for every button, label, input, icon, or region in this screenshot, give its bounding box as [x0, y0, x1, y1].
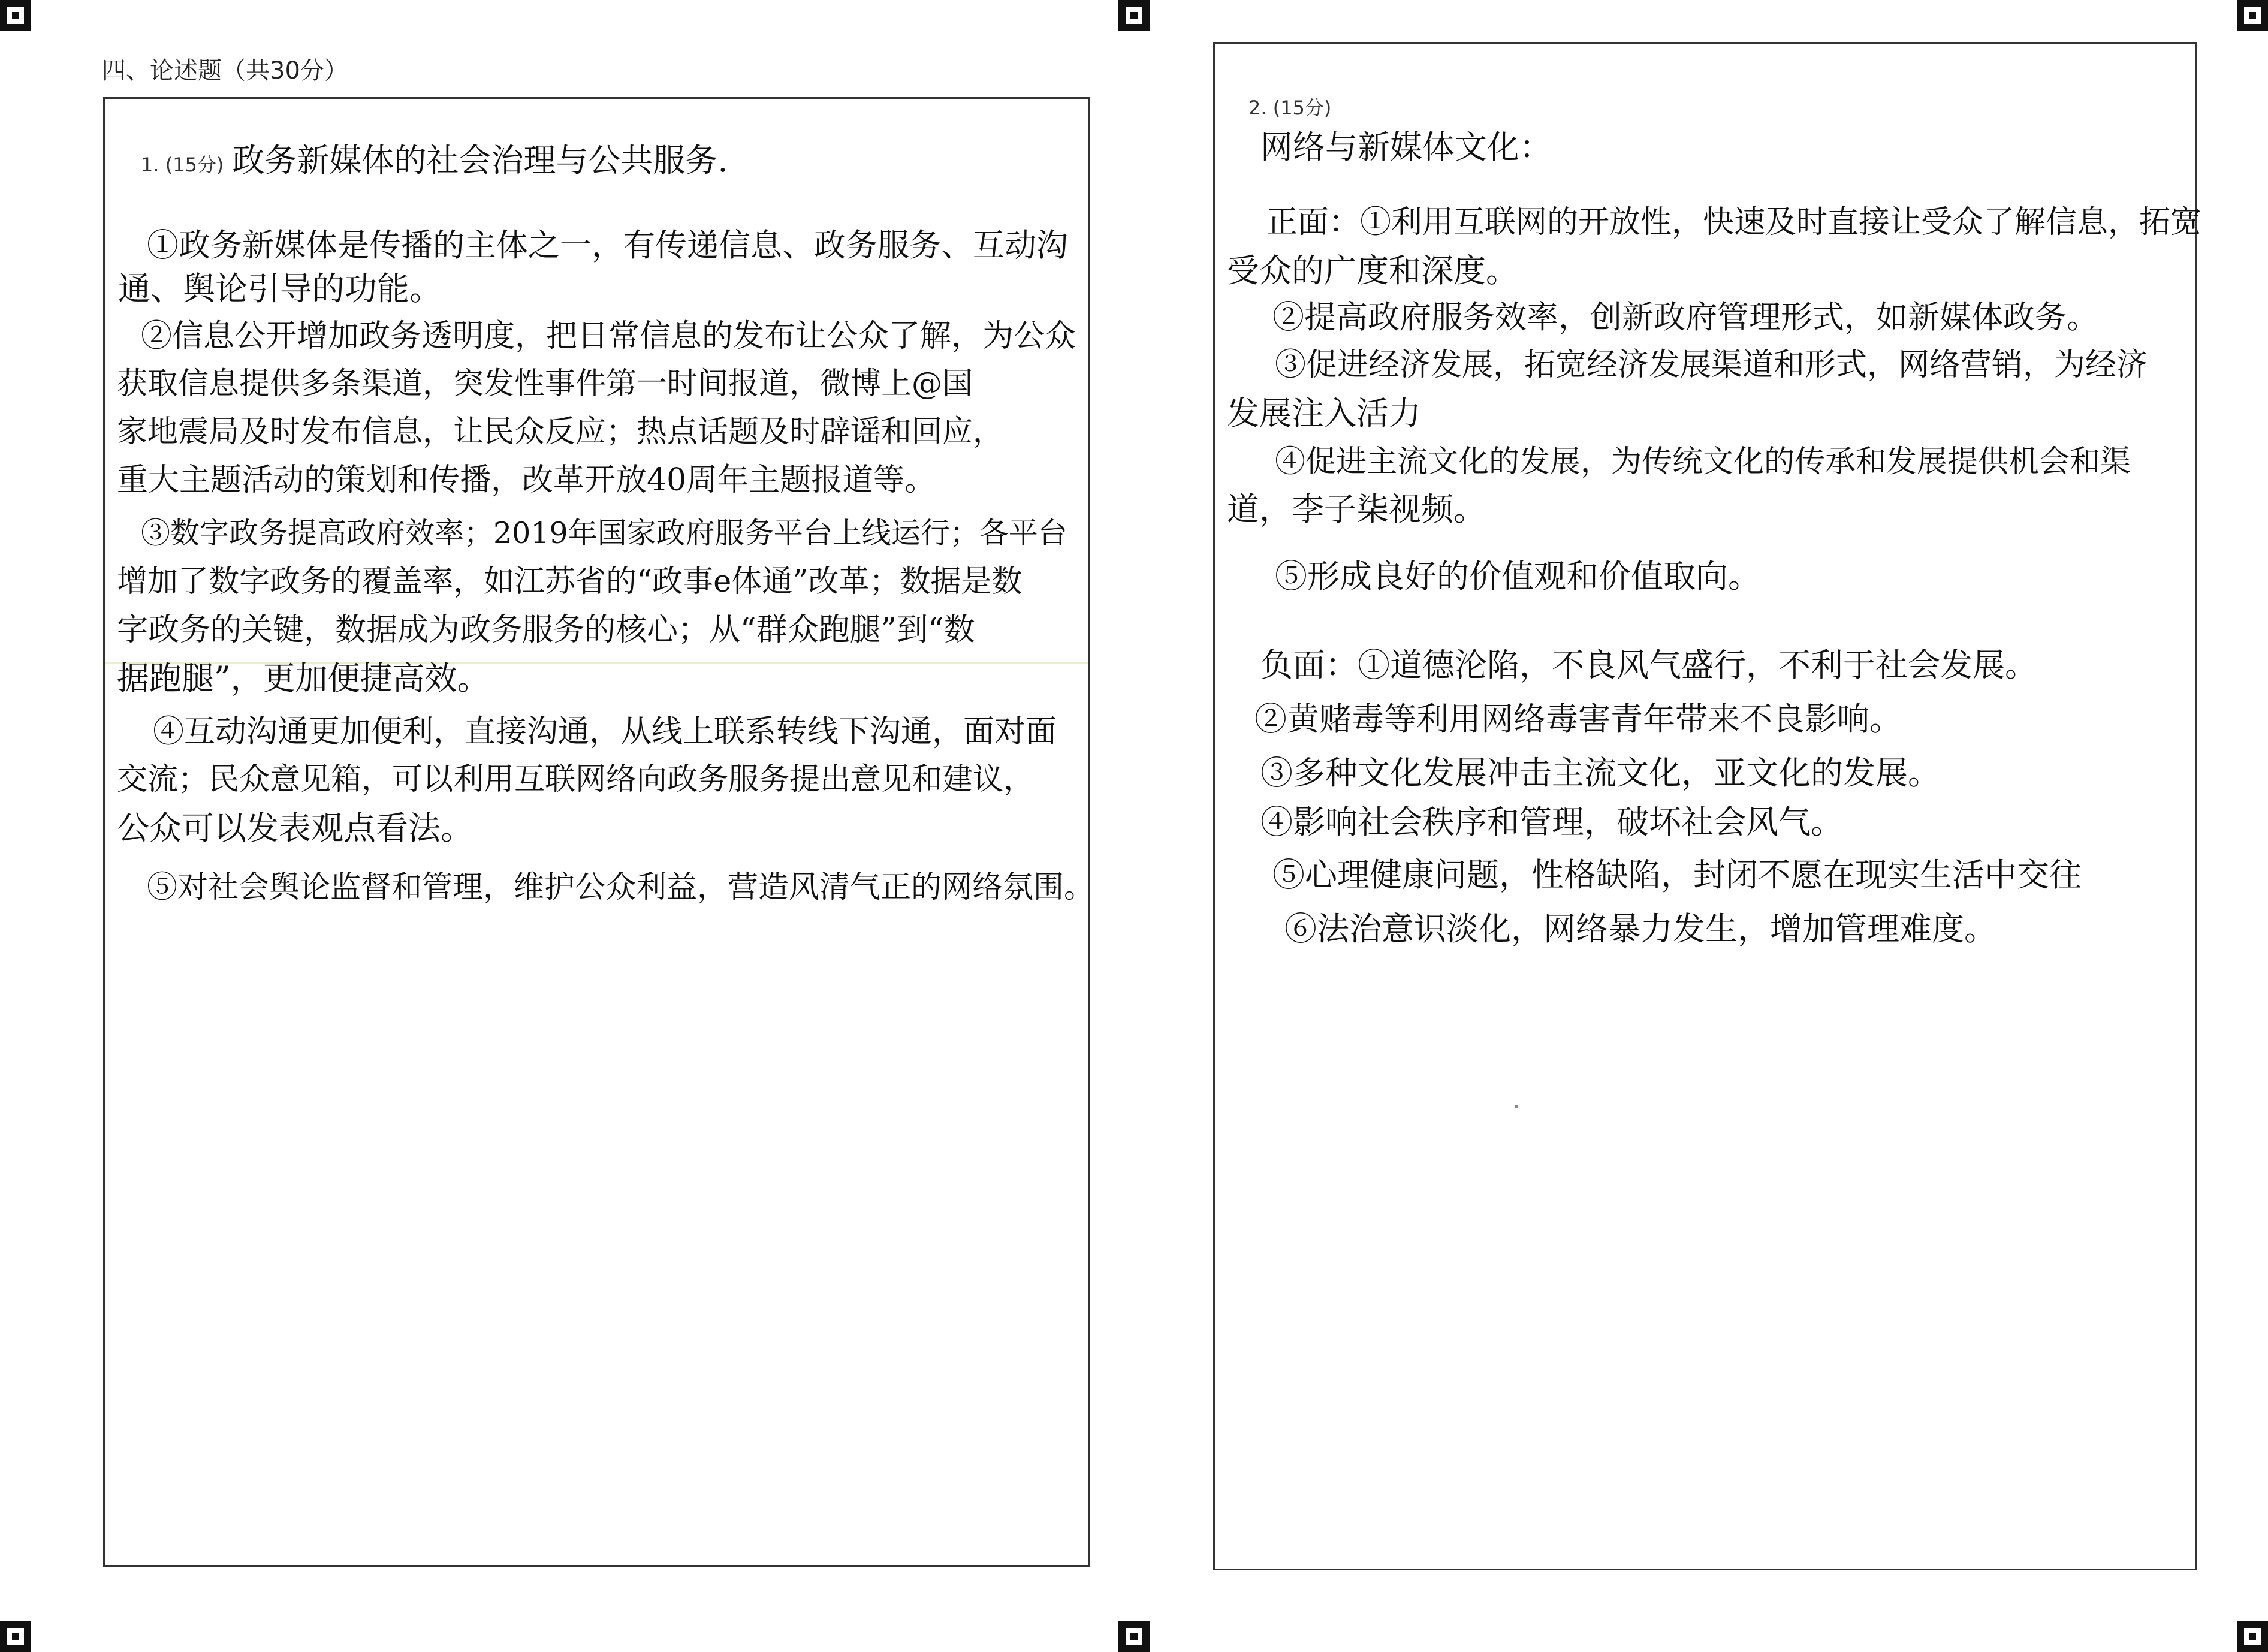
- q1-line-8: 增加了数字政务的覆盖率，如江苏省的“政事e体通”改革；数据是数: [117, 564, 1023, 599]
- question-2-title: 网络与新媒体文化：: [1260, 128, 1552, 166]
- q2-line-6: ④促进主流文化的发展，为传统文化的传承和发展提供机会和渠: [1275, 444, 2131, 480]
- q1-line-3: ②信息公开增加政务透明度，把日常信息的发布让公众了解，为公众: [141, 318, 1076, 354]
- registration-marker-top-left: [0, 0, 31, 31]
- q1-line-1: ①政务新媒体是传播的主体之一，有传递信息、政务服务、互动沟: [147, 227, 1068, 264]
- q2-line-12: ④影响社会秩序和管理，破坏社会风气。: [1260, 803, 1843, 841]
- registration-marker-top-right: [2237, 0, 2268, 31]
- q2-line-3: ②提高政府服务效率，创新政府管理形式，如新媒体政务。: [1272, 299, 2098, 336]
- q1-line-6: 重大主题活动的策划和传播，改革开放40周年主题报道等。: [117, 462, 936, 498]
- q2-line-9: 负面：①道德沦陷，不良风气盛行，不利于社会发展。: [1260, 646, 2037, 684]
- q1-line-14: ⑤对社会舆论监督和管理，维护公众利益，营造风清气正的网络氛围。: [147, 870, 1095, 905]
- q1-line-11: ④互动沟通更加便利，直接沟通，从线上联系转线下沟通，面对面: [153, 714, 1057, 750]
- q2-line-7: 道，李子柒视频。: [1227, 490, 1486, 528]
- scan-speck: [1515, 1105, 1518, 1108]
- section-heading: 四、论述题（共30分）: [102, 57, 348, 85]
- q2-line-5: 发展注入活力: [1227, 394, 1421, 432]
- q2-line-4: ③促进经济发展，拓宽经济发展渠道和形式，网络营销，为经济: [1275, 347, 2148, 383]
- question-1-title: 政务新媒体的社会治理与公共服务.: [232, 141, 728, 179]
- q2-line-2: 受众的广度和深度。: [1227, 252, 1518, 290]
- answer-box-question-1: [103, 97, 1095, 1567]
- question-1-label: 1. (15分): [141, 153, 224, 176]
- q1-line-10: 据跑腿”，更加便捷高效。: [117, 659, 490, 697]
- q1-line-13: 公众可以发表观点看法。: [117, 809, 473, 847]
- q1-line-12: 交流；民众意见箱，可以利用互联网络向政务服务提出意见和建议，: [117, 762, 1035, 797]
- q2-line-13: ⑤心理健康问题，性格缺陷，封闭不愿在现实生活中交往: [1272, 856, 2082, 894]
- q2-line-11: ③多种文化发展冲击主流文化，亚文化的发展。: [1260, 754, 1940, 792]
- question-1-header: [141, 141, 728, 179]
- q1-line-2: 通、舆论引导的功能。: [118, 270, 442, 308]
- registration-marker-bottom-left: [0, 1621, 31, 1652]
- q1-line-7: ③数字政务提高政府效率；2019年国家政府服务平台上线运行；各平台: [141, 516, 1067, 550]
- question-2-label: 2. (15分): [1248, 97, 1332, 119]
- answer-box-question-2: [1213, 42, 2202, 1570]
- q1-line-9: 字政务的关键，数据成为政务服务的核心；从“群众跑腿”到“数: [117, 612, 975, 648]
- q1-line-4: 获取信息提供多条渠道，突发性事件第一时间报道，微博上@国: [117, 366, 973, 402]
- registration-marker-bottom-center: [1118, 1621, 1150, 1652]
- q2-line-14: ⑥法治意识淡化，网络暴力发生，增加管理难度。: [1284, 910, 1996, 948]
- q2-line-8: ⑤形成良好的价值观和价值取向。: [1275, 557, 1760, 595]
- question-2-label-row: [1248, 93, 1340, 120]
- registration-marker-bottom-right: [2237, 1621, 2268, 1652]
- q1-line-5: 家地震局及时发布信息，让民众反应；热点话题及时辟谣和回应，: [117, 414, 1004, 450]
- q2-line-10: ②黄赌毒等利用网络毒害青年带来不良影响。: [1254, 700, 1902, 738]
- q2-line-1: 正面：①利用互联网的开放性，快速及时直接让受众了解信息，拓宽: [1266, 204, 2202, 240]
- registration-marker-top-center: [1118, 0, 1150, 31]
